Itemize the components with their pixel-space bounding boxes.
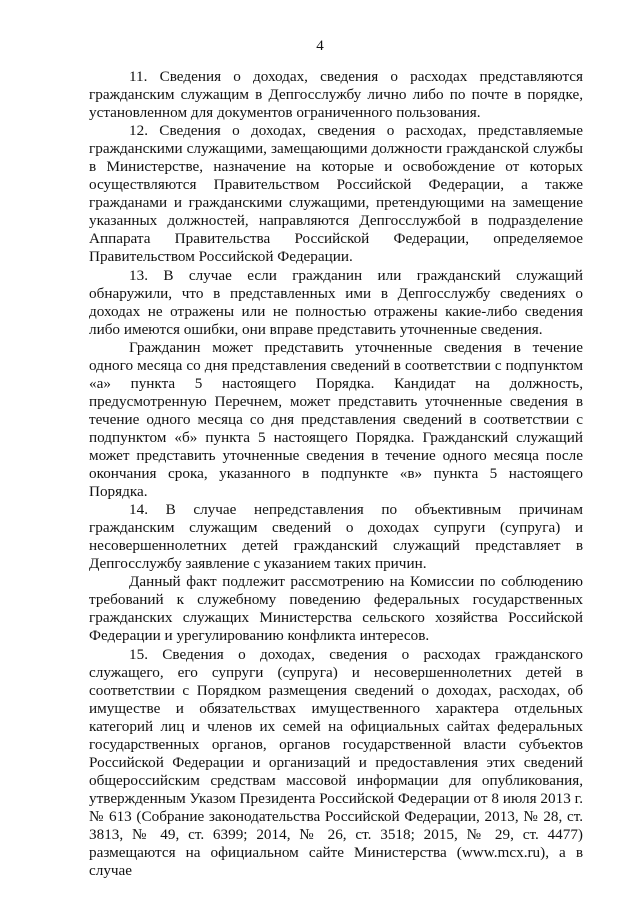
page-number: 4 xyxy=(316,38,324,54)
paragraph-13: 13. В случае если гражданин или гражданский служащий обнаружили, что в представленных ими в Депгосслужбу сведениях о доходах не отражены или не полностью отражены какие-либо сведения либо имеются ошибки, они вправе представить уточненные сведения. xyxy=(89,266,583,338)
paragraph-15: 15. Сведения о доходах, сведения о расходах гражданского служащего, его супруги (супруга) и несовершеннолетних детей в соответствии с Порядком размещения сведений о доходах, расходах, об имуществе и обязательствах имущественного характера отдельных категорий лиц и членов их семей на официальных сайтах федеральных государственных органов, органов государственной власти субъектов Российской Федерации и организаций и предоставления этих сведений общероссийским средствам массовой информации для опубликования, утвержденным Указом Президента Российской Федерации от 8 июля 2013 г. № 613 (Собрание законодательства Российской Федерации, 2013, № 28, ст. 3813, № 49, ст. 6399; 2014, № 26, ст. 3518; 2015, № 29, ст. 4477) размещаются на официальном сайте Министерства (www.mcx.ru), а в случае xyxy=(89,645,583,880)
paragraph-13-continued: Гражданин может представить уточненные сведения в течение одного месяца со дня представления сведений в соответствии с подпунктом «а» пункта 5 настоящего Порядка. Кандидат на должность, предусмотренную Перечнем, может представить уточненные сведения в течение одного месяца со дня представления сведений в соответствии с подпунктом «б» пункта 5 настоящего Порядка. Гражданский служащий может представить уточненные сведения в течение одного месяца после окончания срока, указанного в подпункте «в» пункта 5 настоящего Порядка. xyxy=(89,338,583,501)
paragraph-14: 14. В случае непредставления по объективным причинам гражданским служащим сведений о доходах супруги (супруга) и несовершеннолетних детей гражданский служащий представляет в Депгосслужбу заявление с указанием таких причин. xyxy=(89,501,583,573)
document-body xyxy=(89,68,583,880)
paragraph-14-continued: Данный факт подлежит рассмотрению на Комиссии по соблюдению требований к служебному поведению федеральных государственных гражданских служащих Министерства сельского хозяйства Российской Федерации и урегулированию конфликта интересов. xyxy=(89,573,583,645)
paragraph-12: 12. Сведения о доходах, сведения о расходах, представляемые гражданскими служащими, замещающими должности гражданской службы в Министерстве, назначение на которые и освобождение от которых осуществляются Правительством Российской Федерации, а также гражданами и гражданскими служащими, претендующими на замещение указанных должностей, направляются Депгосслужбой в подразделение Аппарата Правительства Российской Федерации, определяемое Правительством Российской Федерации. xyxy=(89,122,583,266)
paragraph-11: 11. Сведения о доходах, сведения о расходах представляются гражданским служащим в Депгосслужбу лично либо по почте в порядке, установленном для документов ограниченного пользования. xyxy=(89,68,583,122)
